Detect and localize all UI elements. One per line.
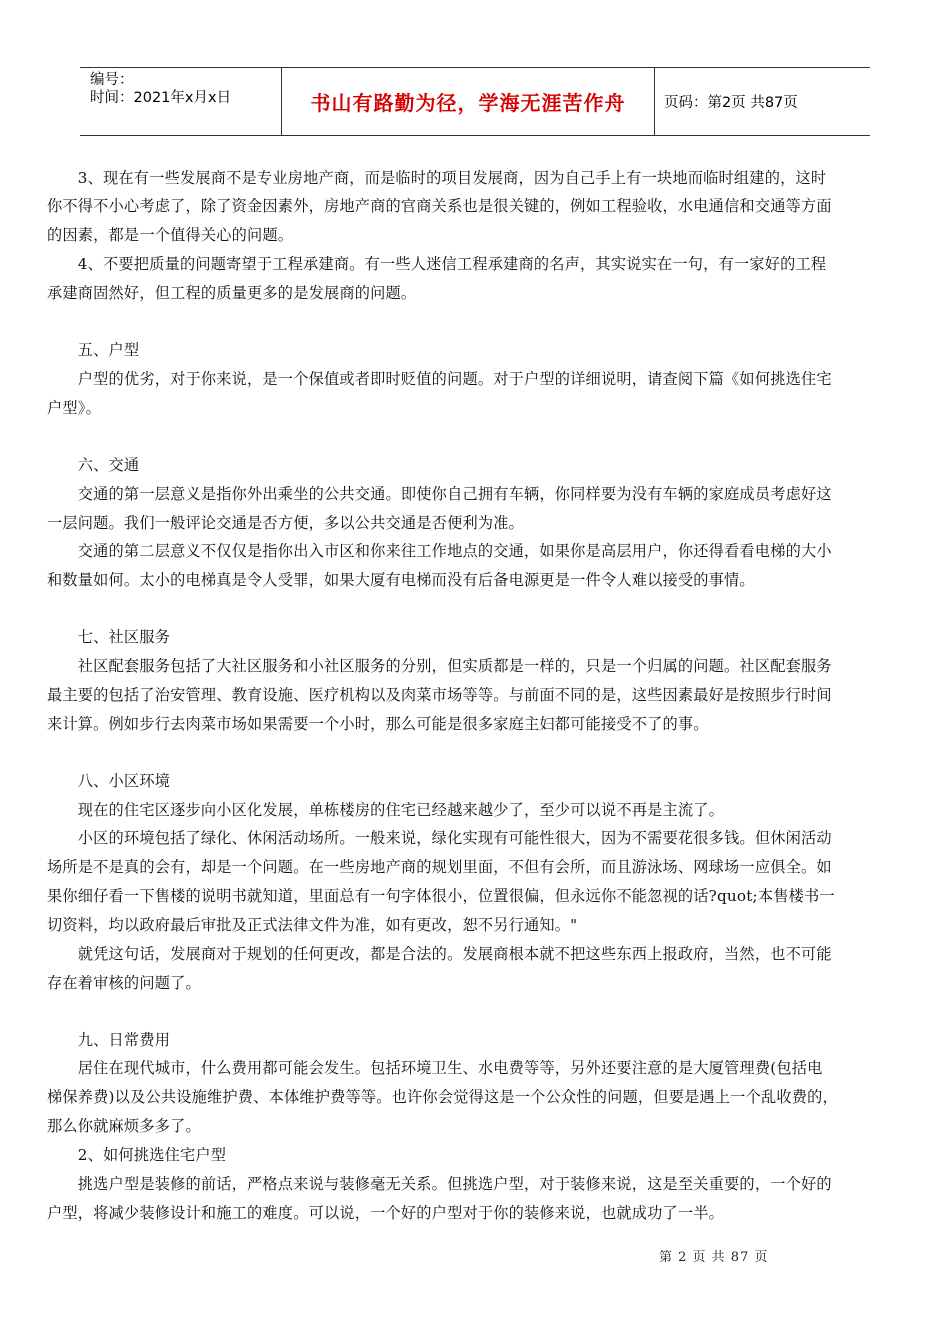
text-line: 交通的第一层意义是指你外出乘坐的公共交通。即使你自己拥有车辆，你同样要为没有车辆的家庭成员考虑好这: [47, 485, 832, 503]
section-heading: 2、如何挑选住宅户型: [47, 1146, 227, 1164]
text-line: 果你细仔看一下售楼的说明书就知道，里面总有一句字体很小，位置很偏，但永远你不能忽视的话?quot;本售楼书一: [47, 887, 835, 905]
header-motto: 书山有路勤为径，学海无涯苦作舟: [282, 68, 655, 135]
text-line: 3、现在有一些发展商不是专业房地产商，而是临时的项目发展商，因为自己手上有一块地而临时组建的，这时: [47, 169, 827, 187]
text-line: 来计算。例如步行去肉菜市场如果需要一个小时，那么可能是很多家庭主妇都可能接受不了的事。: [47, 715, 709, 733]
text-line: 户型》。: [47, 399, 101, 417]
section-heading: 八、小区环境: [47, 772, 171, 790]
header-page-info: 页码：第2页 共87页: [664, 95, 798, 111]
text-line: 一层问题。我们一般评论交通是否方便，多以公共交通是否便利为准。: [47, 514, 525, 532]
text-line: 居住在现代城市，什么费用都可能会发生。包括环境卫生、水电费等等，另外还要注意的是大厦管理费(包括电: [47, 1059, 823, 1077]
header-meta: [80, 68, 282, 135]
text-line: 社区配套服务包括了大社区服务和小社区服务的分别，但实质都是一样的，只是一个归属的问题。社区配套服务: [47, 657, 832, 675]
text-line: 存在着审核的问题了。: [47, 974, 201, 992]
text-line: 你不得不小心考虑了，除了资金因素外，房地产商的官商关系也是很关键的，例如工程验收，水电通信和交通等方面: [47, 197, 832, 215]
text-line: 那么你就麻烦多多了。: [47, 1117, 201, 1135]
text-line: 承建商固然好，但工程的质量更多的是发展商的问题。: [47, 284, 417, 302]
text-line: 最主要的包括了治安管理、教育设施、医疗机构以及肉菜市场等等。与前面不同的是，这些因素最好是按照步行时间: [47, 686, 832, 704]
text-line: 和数量如何。太小的电梯真是令人受罪，如果大厦有电梯而没有后备电源更是一件令人难以接受的事情。: [47, 571, 755, 589]
document-number-label: 编号：: [90, 72, 134, 88]
text-line: 户型，将减少装修设计和施工的难度。可以说，一个好的户型对于你的装修来说，也就成功了一半。: [47, 1204, 725, 1222]
text-line: 的因素，都是一个值得关心的问题。: [47, 226, 294, 244]
section-heading: 九、日常费用: [47, 1031, 171, 1049]
text-line: 梯保养费)以及公共设施维护费、本体维护费等等。也许你会觉得这是一个公众性的问题，但要是遇上一个乱收费的，: [47, 1088, 838, 1106]
document-date: 时间：2021年x月x日: [90, 90, 232, 106]
text-line: 交通的第二层意义不仅仅是指你出入市区和你来往工作地点的交通，如果你是高层用户，你还得看看电梯的大小: [47, 542, 832, 560]
page-footer: 第 2 页 共 87 页: [659, 1250, 769, 1265]
page-header: [80, 67, 870, 136]
text-line: 小区的环境包括了绿化、休闲活动场所。一般来说，绿化实现有可能性很大，因为不需要花很多钱。但休闲活动: [47, 829, 832, 847]
section-heading: 六、交通: [47, 456, 140, 474]
text-line: 户型的优劣，对于你来说，是一个保值或者即时贬值的问题。对于户型的详细说明，请查阅下篇《如何挑选住宅: [47, 370, 832, 388]
text-line: 4、不要把质量的问题寄望于工程承建商。有一些人迷信工程承建商的名声，其实说实在一句，有一家好的工程: [47, 255, 827, 273]
section-heading: 五、户型: [47, 341, 140, 359]
text-line: 现在的住宅区逐步向小区化发展，单栋楼房的住宅已经越来越少了，至少可以说不再是主流了。: [47, 801, 725, 819]
text-line: 挑选户型是装修的前话，严格点来说与装修毫无关系。但挑选户型，对于装修来说，这是至关重要的，一个好的: [47, 1175, 832, 1193]
section-heading: 七、社区服务: [47, 628, 171, 646]
text-line: 切资料，均以政府最后审批及正式法律文件为准，如有更改，恕不另行通知。": [47, 916, 578, 934]
text-line: 就凭这句话，发展商对于规划的任何更改，都是合法的。发展商根本就不把这些东西上报政府，当然，也不可能: [47, 945, 832, 963]
text-line: 场所是不是真的会有，却是一个问题。在一些房地产商的规划里面，不但有会所，而且游泳场、网球场一应俱全。如: [47, 858, 832, 876]
